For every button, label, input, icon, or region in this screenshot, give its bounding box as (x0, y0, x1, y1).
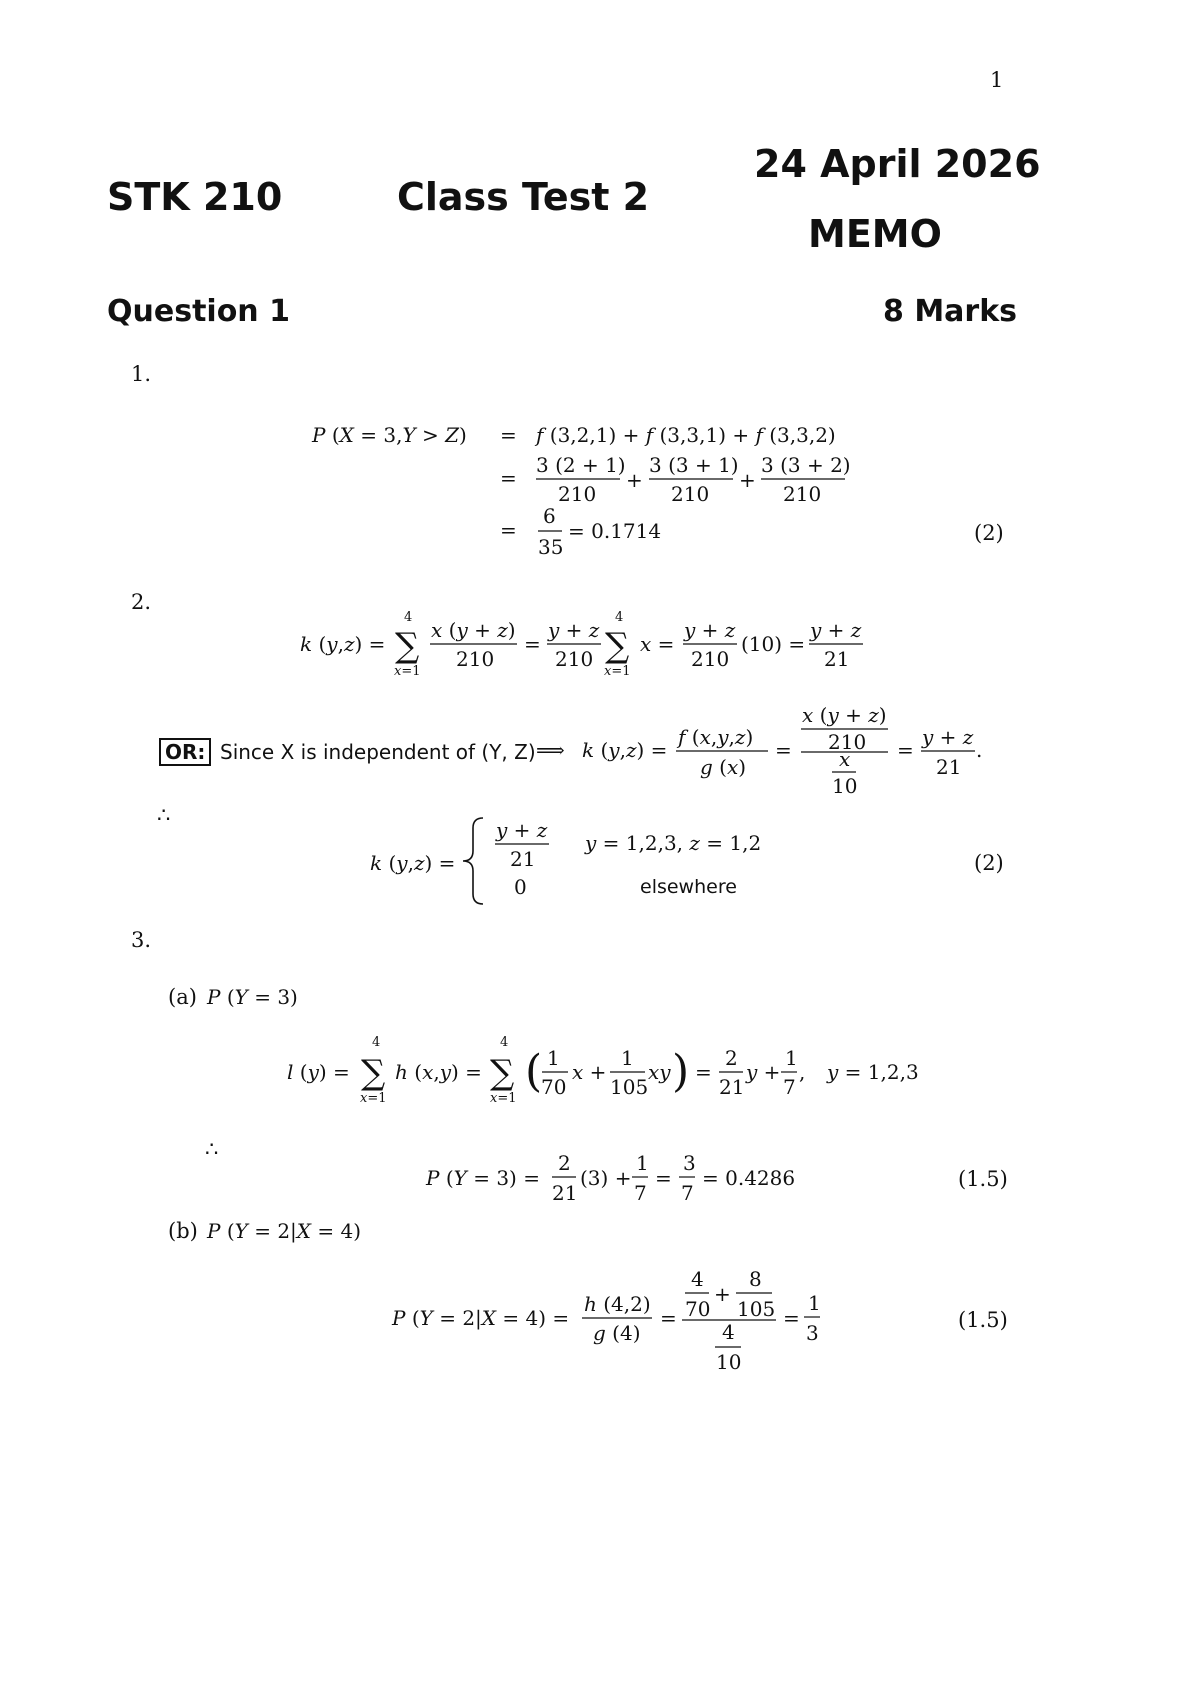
svg-text:+: + (626, 468, 643, 492)
svg-text:3 (2 + 1): 3 (2 + 1) (536, 453, 626, 477)
svg-text:210: 210 (783, 482, 822, 506)
svg-text:210: 210 (456, 647, 495, 671)
svg-text:y + z: y + z (548, 618, 600, 642)
svg-text:x=1: x=1 (360, 1091, 387, 1106)
svg-text:x: x (839, 747, 851, 771)
question-marks: 8 Marks (883, 294, 1018, 329)
svg-text:210: 210 (555, 647, 594, 671)
svg-text:g (x): g (x) (700, 755, 747, 779)
svg-text:x (y + z): x (y + z) (431, 618, 516, 642)
svg-text:l (y) =: l (y) = (287, 1060, 350, 1084)
svg-text:,: , (799, 1060, 806, 1084)
svg-text:1: 1 (636, 1151, 649, 1175)
elsewhere-label: elsewhere (640, 876, 737, 898)
svg-text:h (x,y) =: h (x,y) = (395, 1060, 482, 1084)
svg-text:xy: xy (648, 1060, 671, 1084)
svg-text:=: = (655, 1166, 672, 1190)
svg-text:h (4,2): h (4,2) (584, 1292, 651, 1316)
item-3b-equation (388, 1265, 838, 1380)
svg-text:210: 210 (671, 482, 710, 506)
svg-text:y + z: y + z (922, 725, 974, 749)
item-2-or-equation (530, 700, 990, 800)
item-1-label: 1. (131, 362, 152, 386)
svg-text:21: 21 (719, 1075, 745, 1099)
item-3b-marks: (1.5) (958, 1308, 1008, 1332)
svg-text:3 (3 + 2): 3 (3 + 2) (761, 453, 851, 477)
svg-text:x (y + z): x (y + z) (802, 703, 887, 727)
item-1-marks: (2) (974, 521, 1004, 545)
svg-text:21: 21 (824, 647, 850, 671)
item-2-equation (295, 605, 875, 685)
item-1-equation (300, 415, 860, 560)
svg-text:+: + (714, 1282, 731, 1306)
svg-text:=: = (695, 1060, 712, 1084)
svg-text:P (Y = 3): P (Y = 3) (207, 985, 298, 1009)
item-3a-result (424, 1148, 804, 1208)
svg-text:=: = (524, 632, 541, 656)
svg-text:y + z: y + z (496, 818, 548, 842)
svg-text:=: = (500, 423, 517, 447)
course-code: STK 210 (107, 175, 283, 219)
item-3a-marginal-equation (285, 1030, 935, 1110)
item-3b-label: (b) (168, 1219, 198, 1243)
svg-text:70: 70 (685, 1297, 711, 1321)
item-2-therefore: ∴ (157, 803, 171, 827)
svg-text:(: ( (525, 1046, 543, 1097)
svg-text:y = 1,2,3: y = 1,2,3 (827, 1060, 919, 1084)
svg-text:x=1: x=1 (394, 664, 421, 679)
svg-text:): ) (672, 1046, 690, 1097)
svg-text:3: 3 (683, 1151, 696, 1175)
svg-text:f (3,2,1) + f (3,3,1) + f (3,3: f (3,2,1) + f (3,3,1) + f (3,3,2) (536, 423, 836, 447)
svg-text:105: 105 (737, 1297, 776, 1321)
svg-text:=: = (897, 738, 914, 762)
svg-text:105: 105 (610, 1075, 649, 1099)
svg-text:∑: ∑ (361, 1053, 386, 1093)
svg-text:3 (3 + 1): 3 (3 + 1) (649, 453, 739, 477)
svg-text:10: 10 (832, 774, 858, 798)
svg-text:=: = (775, 738, 792, 762)
svg-text:4: 4 (404, 610, 413, 625)
or-tag: OR: (159, 738, 211, 766)
or-text: Since X is independent of (Y, Z) (220, 740, 536, 764)
svg-text:=: = (660, 1306, 677, 1330)
svg-text:210: 210 (558, 482, 597, 506)
svg-text:y +: y + (746, 1060, 781, 1084)
svg-text:4: 4 (691, 1267, 704, 1291)
svg-text:P (Y = 2|X = 4): P (Y = 2|X = 4) (207, 1219, 362, 1243)
svg-text:6: 6 (543, 504, 556, 528)
test-name: Class Test 2 (397, 175, 650, 219)
svg-text:21: 21 (510, 847, 536, 871)
svg-text:210: 210 (691, 647, 730, 671)
item-3b-question (205, 1214, 405, 1248)
svg-text:k (y,z) =: k (y,z) = (300, 632, 386, 656)
svg-text:∑: ∑ (395, 626, 420, 666)
svg-text:k (y,z) =: k (y,z) = (582, 738, 668, 762)
svg-text:21: 21 (936, 755, 962, 779)
svg-text:∑: ∑ (605, 626, 630, 666)
svg-text:x +: x + (572, 1060, 607, 1084)
svg-text:.: . (976, 738, 983, 762)
svg-text:= 0.4286: = 0.4286 (702, 1166, 796, 1190)
svg-text:g (4): g (4) (593, 1321, 641, 1345)
page-number: 1 (990, 68, 1004, 92)
memo-label: MEMO (808, 212, 942, 256)
svg-text:P (Y = 2|X = 4) =: P (Y = 2|X = 4) = (392, 1306, 570, 1330)
svg-text:x=1: x=1 (604, 664, 631, 679)
svg-text:x =: x = (640, 632, 675, 656)
item-3a-therefore: ∴ (205, 1137, 219, 1161)
svg-text:7: 7 (681, 1181, 694, 1205)
svg-text:⟹: ⟹ (536, 738, 565, 762)
svg-text:y + z: y + z (684, 618, 736, 642)
svg-text:1: 1 (547, 1046, 560, 1070)
svg-text:=: = (500, 466, 517, 490)
svg-text:2: 2 (725, 1046, 738, 1070)
svg-text:(3) +: (3) + (580, 1166, 632, 1190)
svg-text:4: 4 (722, 1320, 735, 1344)
svg-text:y + z: y + z (810, 618, 862, 642)
svg-text:4: 4 (372, 1035, 381, 1050)
svg-text:=: = (500, 518, 517, 542)
svg-text:21: 21 (552, 1181, 578, 1205)
svg-text:k (y,z) =: k (y,z) = (370, 851, 456, 875)
svg-text:3: 3 (806, 1321, 819, 1345)
svg-text:= 0.1714: = 0.1714 (568, 519, 662, 543)
item-3a-marks: (1.5) (958, 1167, 1008, 1191)
svg-text:35: 35 (538, 535, 564, 559)
svg-text:4: 4 (615, 610, 624, 625)
svg-text:P (X = 3,Y > Z): P (X = 3,Y > Z) (312, 423, 467, 447)
svg-text:+: + (739, 468, 756, 492)
svg-text:f (x,y,z): f (x,y,z) (678, 725, 754, 749)
item-3-label: 3. (131, 928, 152, 952)
svg-text:210: 210 (828, 730, 867, 754)
svg-text:P (Y = 3) =: P (Y = 3) = (426, 1166, 540, 1190)
svg-text:4: 4 (500, 1035, 509, 1050)
svg-text:1: 1 (808, 1291, 821, 1315)
svg-text:8: 8 (749, 1267, 762, 1291)
svg-text:1: 1 (621, 1046, 634, 1070)
svg-text:0: 0 (514, 875, 527, 899)
svg-text:y = 1,2,3, z = 1,2: y = 1,2,3, z = 1,2 (585, 831, 762, 855)
item-2-marks: (2) (974, 851, 1004, 875)
svg-text:7: 7 (783, 1075, 796, 1099)
svg-text:70: 70 (541, 1075, 567, 1099)
item-2-label: 2. (131, 590, 152, 614)
question-title: Question 1 (107, 294, 290, 329)
svg-text:7: 7 (634, 1181, 647, 1205)
svg-text:2: 2 (558, 1151, 571, 1175)
svg-text:(10) =: (10) = (741, 632, 806, 656)
svg-text:10: 10 (716, 1350, 742, 1374)
item-3a-label: (a) (168, 985, 197, 1009)
svg-text:x=1: x=1 (490, 1091, 517, 1106)
svg-text:1: 1 (785, 1046, 798, 1070)
svg-text:=: = (783, 1306, 800, 1330)
svg-text:∑: ∑ (490, 1053, 515, 1093)
item-3a-question (205, 980, 325, 1014)
test-date: 24 April 2026 (754, 142, 1041, 186)
